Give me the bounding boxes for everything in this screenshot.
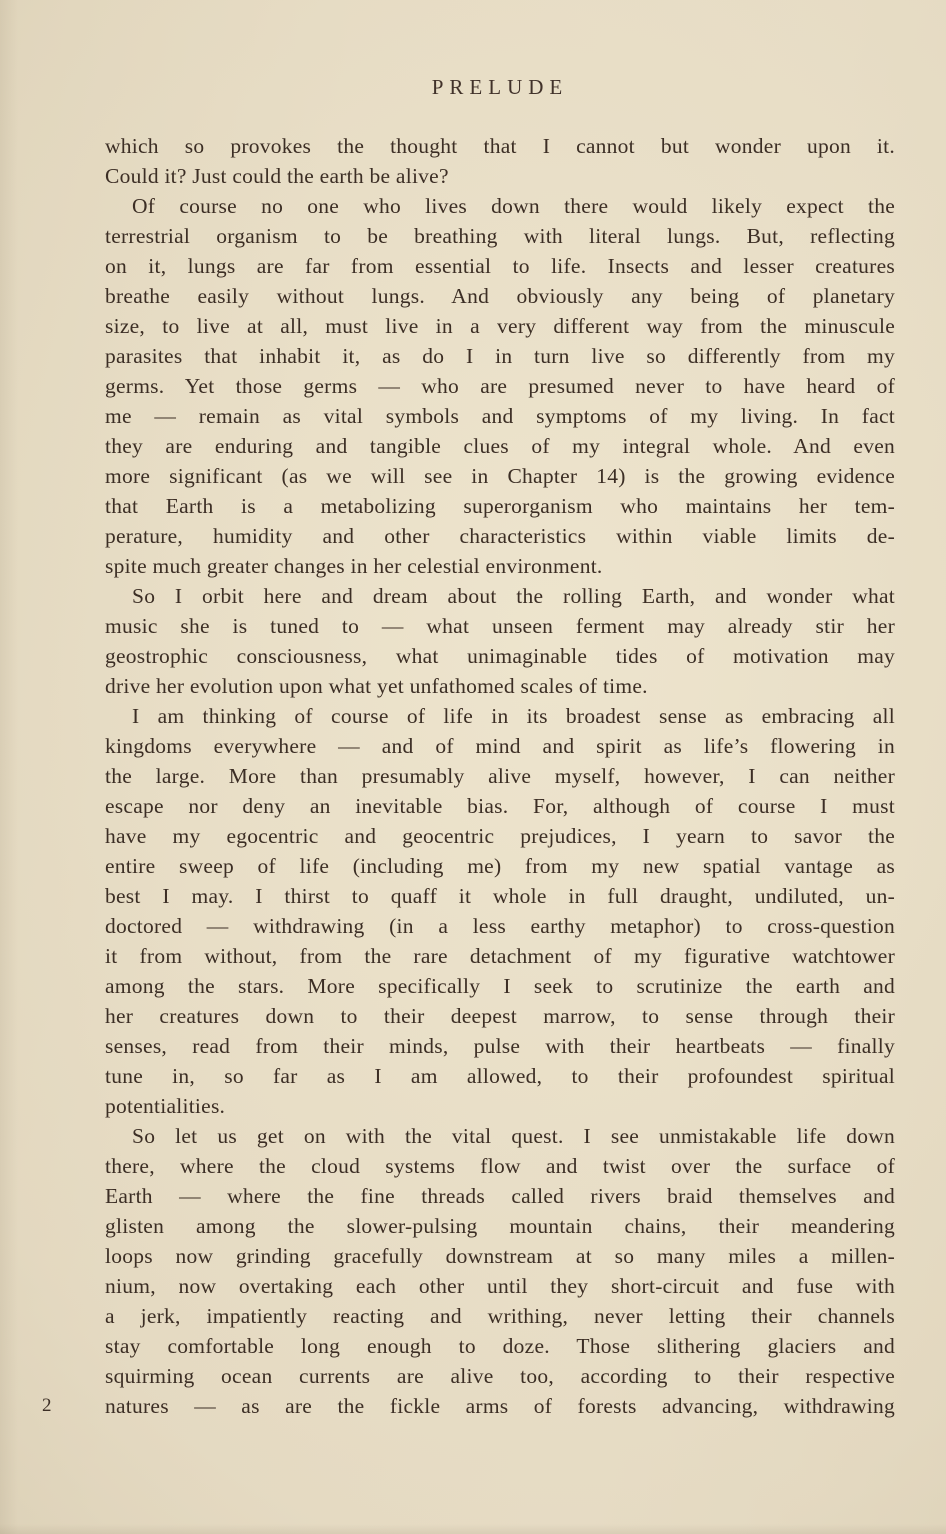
paragraph [105, 191, 895, 581]
text-line: nium, now overtaking each other until they short-circuit and fuse with [105, 1274, 895, 1298]
text-line: it from without, from the rare detachment of my figurative watchtower [105, 944, 895, 968]
text-line: have my egocentric and geocentric prejudices, I yearn to savor the [105, 824, 895, 848]
text-line: music she is tuned to — what unseen ferment may already stir her [105, 614, 895, 638]
text-line: senses, read from their minds, pulse with their heartbeats — finally [105, 1034, 895, 1058]
text-line: kingdoms everywhere — and of mind and spirit as life’s flowering in [105, 734, 895, 758]
text-line: perature, humidity and other characteristics within viable limits de- [105, 524, 895, 548]
paragraph [105, 1121, 895, 1421]
text-line: they are enduring and tangible clues of my integral whole. And even [105, 434, 895, 458]
page-number: 2 [42, 1395, 52, 1416]
text-line: terrestrial organism to be breathing with literal lungs. But, reflecting [105, 224, 895, 248]
text-line: size, to live at all, must live in a very different way from the minuscule [105, 314, 895, 338]
text-line: me — remain as vital symbols and symptoms of my living. In fact [105, 404, 895, 428]
text-line: the large. More than presumably alive myself, however, I can neither [105, 764, 895, 788]
paragraph [105, 701, 895, 1121]
text-line: doctored — withdrawing (in a less earthy metaphor) to cross-question [105, 914, 895, 938]
text-line: So I orbit here and dream about the rolling Earth, and wonder what [132, 584, 895, 608]
text-block [105, 131, 895, 1421]
text-line: there, where the cloud systems flow and twist over the surface of [105, 1154, 895, 1178]
text-line: natures — as are the fickle arms of forests advancing, withdrawing [105, 1394, 895, 1418]
paragraph [105, 581, 895, 701]
text-line: Could it? Just could the earth be alive? [105, 164, 449, 188]
text-line: potentialities. [105, 1094, 226, 1118]
scan-edge-shade-left [0, 0, 18, 1534]
scan-edge-shade-bottom [0, 1524, 946, 1534]
paragraph [105, 131, 895, 191]
text-line: Of course no one who lives down there would likely expect the [132, 194, 895, 218]
text-line: germs. Yet those germs — who are presumed never to have heard of [105, 374, 895, 398]
text-line: that Earth is a metabolizing superorganism who maintains her tem- [105, 494, 895, 518]
text-line: her creatures down to their deepest marrow, to sense through their [105, 1004, 895, 1028]
text-line: on it, lungs are far from essential to life. Insects and lesser creatures [105, 254, 895, 278]
text-line: glisten among the slower-pulsing mountain chains, their meandering [105, 1214, 895, 1238]
text-line: among the stars. More specifically I seek to scrutinize the earth and [105, 974, 895, 998]
text-line: I am thinking of course of life in its broadest sense as embracing all [132, 704, 895, 728]
text-line: Earth — where the fine threads called rivers braid themselves and [105, 1184, 895, 1208]
text-line: stay comfortable long enough to doze. Those slithering glaciers and [105, 1334, 895, 1358]
text-line: parasites that inhabit it, as do I in turn live so differently from my [105, 344, 895, 368]
running-head: PRELUDE [431, 75, 569, 99]
text-line: breathe easily without lungs. And obviously any being of planetary [105, 284, 895, 308]
text-line: So let us get on with the vital quest. I see unmistakable life down [132, 1124, 895, 1148]
text-line: loops now grinding gracefully downstream at so many miles a millen- [105, 1244, 895, 1268]
text-line: more significant (as we will see in Chapter 14) is the growing evidence [105, 464, 895, 488]
text-line: spite much greater changes in her celestial environment. [105, 554, 603, 578]
text-line: drive her evolution upon what yet unfathomed scales of time. [105, 674, 648, 698]
text-line: geostrophic consciousness, what unimaginable tides of motivation may [105, 644, 895, 668]
text-line: which so provokes the thought that I cannot but wonder upon it. [105, 134, 895, 158]
text-line: escape nor deny an inevitable bias. For, although of course I must [105, 794, 895, 818]
text-line: best I may. I thirst to quaff it whole in full draught, undiluted, un- [105, 884, 895, 908]
text-line: squirming ocean currents are alive too, according to their respective [105, 1364, 895, 1388]
text-line: tune in, so far as I am allowed, to their profoundest spiritual [105, 1064, 895, 1088]
text-line: entire sweep of life (including me) from my new spatial vantage as [105, 854, 895, 878]
text-line: a jerk, impatiently reacting and writhing, never letting their channels [105, 1304, 895, 1328]
